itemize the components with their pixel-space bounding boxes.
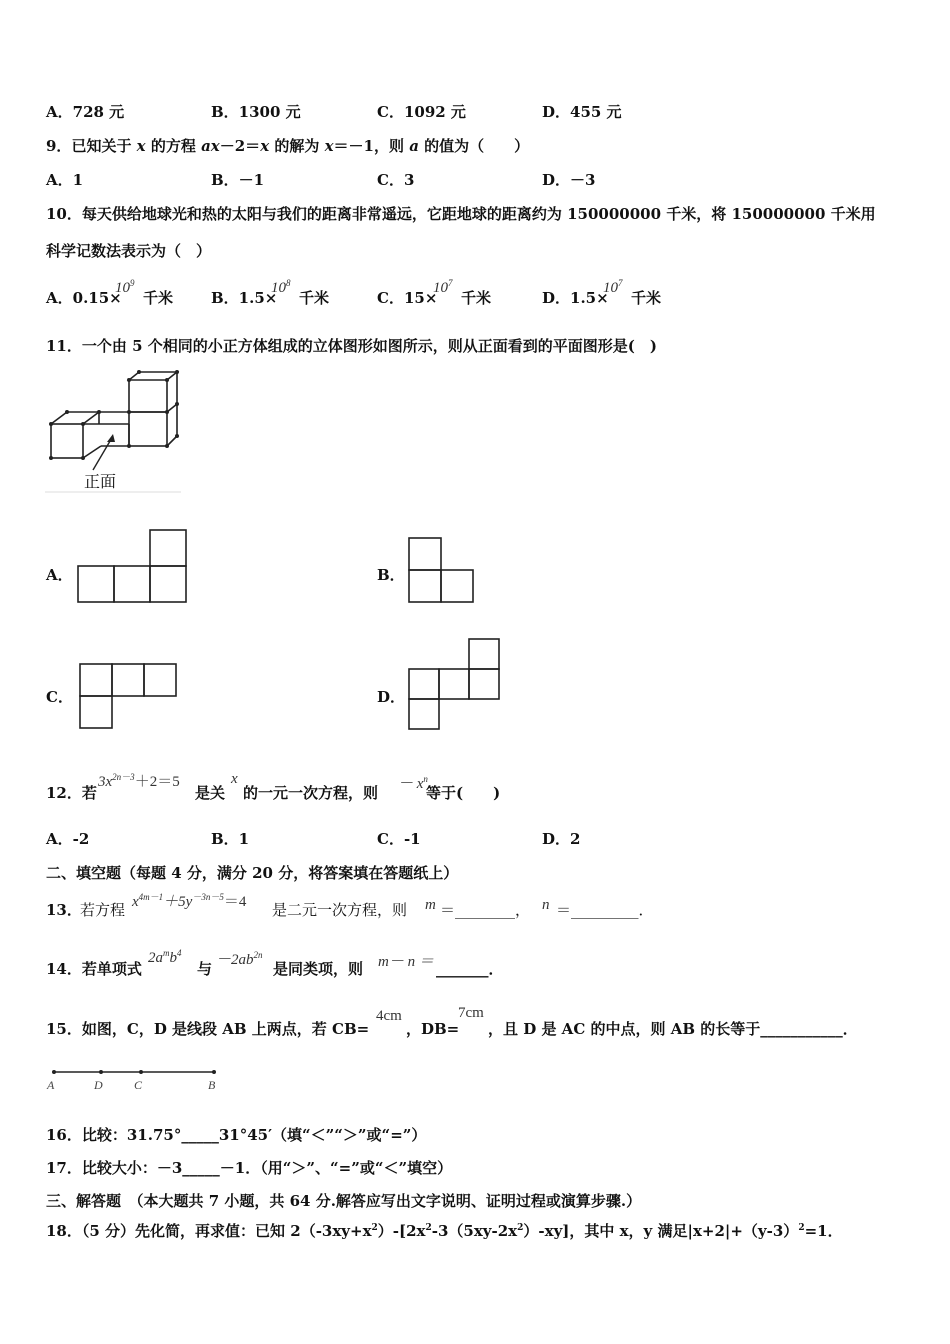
q9-eq-mid: －2＝ [219, 137, 261, 155]
q10-option-b-unit: 千米 [299, 289, 330, 307]
q15-mid: ，DB= [406, 1020, 460, 1038]
section2-title: 二、填空题（每题 4 分，满分 20 分，将答案填在答题纸上） [46, 864, 459, 882]
q14-mono1-a: 2a [148, 950, 163, 966]
q13-blank-m[interactable]: ＝________， [440, 901, 531, 919]
q14-blank[interactable]: _______． [436, 960, 504, 978]
q14-and: 与 [197, 960, 213, 978]
q8-option-a: A．728 元 [46, 103, 125, 121]
q14-suffix: 是同类项，则 [273, 960, 364, 978]
q10-option-b-power [271, 278, 291, 297]
q10-option-d-unit: 千米 [631, 289, 662, 307]
q12-eq-rest: ＋2＝5 [134, 774, 180, 790]
q10-option-c-power [433, 278, 453, 297]
q16-question: 16．比较：31.75°_____31°45′（填“＜”“＞”或“=”） [46, 1126, 427, 1144]
q15-point-d [99, 1070, 103, 1074]
q9-question [46, 136, 529, 156]
q12-suffix: 等于( ) [426, 784, 501, 802]
q18-square-2: 2 [425, 1223, 432, 1233]
q8-option-c: C．1092 元 [377, 103, 466, 121]
q11-arrow-head [107, 434, 115, 442]
q10-option-a-base: 10 [115, 280, 130, 296]
q12-neg: － x [398, 776, 424, 792]
q14-mono2-base: －2ab [216, 952, 254, 968]
q13-prefix: 若方程 [80, 901, 126, 919]
q10-option-d-exp: 7 [618, 278, 623, 288]
q10-option-b-exp: 8 [286, 278, 291, 288]
q15-point-b [212, 1070, 216, 1074]
q18-text-d: ）-xy]，其中 x，y 满足|x+2|+（y-3） [523, 1222, 799, 1240]
q14-monomial-1 [148, 948, 182, 967]
q15-segment-figure [44, 1064, 224, 1094]
q15-label-d: D [94, 1078, 103, 1092]
q11-cube-lines [51, 372, 177, 458]
q10-option-b-base: 10 [271, 280, 286, 296]
q14-prefix: 14．若单项式 [46, 960, 142, 978]
q11-option-b-figure [405, 536, 479, 606]
q14-monomial-2 [216, 948, 263, 969]
q12-option-d: D．2 [542, 830, 581, 848]
q14-mono2-exp: 2n [253, 950, 263, 960]
q10-option-d-base: 10 [603, 280, 618, 296]
q15-point-a [52, 1070, 56, 1074]
q9-option-a: A．1 [46, 171, 84, 189]
q17-question: 17．比较大小：－3_____－1．（用“＞”、“=”或“＜”填空） [46, 1159, 453, 1177]
q10-option-c-unit: 千米 [461, 289, 492, 307]
q9-text-4: ＝－1，则 [333, 137, 410, 155]
q11-option-c: C． [46, 688, 73, 706]
q9-text-2: 的方程 [145, 137, 202, 155]
q10-option-c-base: 10 [433, 280, 448, 296]
q13-number: 13． [46, 901, 82, 919]
q15-suffix: ，且 D 是 AC 的中点，则 AB 的长等于___________． [488, 1020, 858, 1038]
q8-option-d: D．455 元 [542, 103, 622, 121]
q10-option-b-label: B．1.5× [211, 289, 278, 307]
q12-prefix: 12．若 [46, 784, 97, 802]
q10-option-a-unit: 千米 [143, 289, 174, 307]
q15-label-a: A [47, 1078, 55, 1092]
q15-prefix: 15．如图，C，D 是线段 AB 上两点，若 CB= [46, 1020, 370, 1038]
q9-text-5: 的值为（ ） [418, 137, 530, 155]
q12-var-x: x [231, 771, 238, 787]
q13-var-n: n [542, 897, 550, 913]
q10-option-d-power [603, 278, 623, 297]
q11-option-a-figure [76, 528, 190, 604]
q13-blank-n[interactable]: ＝_________． [556, 901, 654, 919]
q15-point-c [139, 1070, 143, 1074]
q13-equation [132, 890, 246, 911]
q9-var-a: a [409, 137, 419, 155]
q9-option-b: B．－1 [211, 171, 265, 189]
q12-neg-exp: n [423, 774, 428, 784]
q9-text-3: 的解为 [269, 137, 325, 155]
q13-term1: x [132, 894, 139, 910]
q13-var-m: m [425, 897, 436, 913]
q9-eq-x: x [260, 137, 270, 155]
q9-eq-ax: ax [201, 137, 220, 155]
q11-option-d: D． [377, 688, 406, 706]
q12-mid2: 的一元一次方程，则 [243, 784, 379, 802]
q13-term1-exp: 4m－1 [138, 892, 164, 902]
q13-term3: ＝4 [223, 894, 247, 910]
q13-term2-exp: －3n－5 [192, 892, 224, 902]
q14-mono1-a-exp: m [163, 948, 170, 958]
q12-eq-coef: 3x [98, 774, 113, 790]
q11-option-b: B． [377, 566, 405, 584]
q13-mid: 是二元一次方程，则 [272, 901, 408, 919]
q15-cb-value: 4cm [376, 1008, 402, 1024]
q10-option-a-power [115, 278, 135, 297]
q9-option-d: D．－3 [542, 171, 596, 189]
q15-label-b: B [208, 1078, 216, 1092]
q14-mono1-b-exp: 4 [177, 948, 182, 958]
q18-square-4: 2 [798, 1223, 805, 1233]
q10-option-a-label: A．0.15× [46, 289, 122, 307]
q9-number: 9． [46, 137, 72, 155]
q10-line2: 科学记数法表示为（ ） [46, 242, 212, 260]
q10-option-a-exp: 9 [130, 278, 135, 288]
q8-option-b: B．1300 元 [211, 103, 301, 121]
q10-option-c-exp: 7 [448, 278, 453, 288]
q9-sol-x: x [324, 137, 334, 155]
q13-term2: ＋5y [163, 894, 193, 910]
q11-option-c-figure [76, 660, 180, 732]
q12-neg-power [398, 772, 428, 793]
q12-option-c: C．-1 [377, 830, 421, 848]
q11-option-a: A． [46, 566, 73, 584]
q18-square-3: 2 [517, 1223, 524, 1233]
q18-text-b: ）-[2x [377, 1222, 426, 1240]
q9-var-x: x [136, 137, 146, 155]
q18-text-a: 18．（5 分）先化简，再求值：已知 2（-3xy+x [46, 1222, 372, 1240]
q10-option-d-label: D．1.5× [542, 289, 609, 307]
q11-front-label: 正面 [84, 472, 117, 491]
q18-question [46, 1218, 843, 1241]
q10-option-c-label: C．15× [377, 289, 438, 307]
q18-square-1: 2 [371, 1223, 378, 1233]
q14-mono1-b: b [169, 950, 177, 966]
q12-option-b: B．1 [211, 830, 250, 848]
q15-label-c: C [134, 1078, 143, 1092]
q14-expression: m－ n ＝ [378, 954, 434, 970]
q10-line1: 10．每天供给地球光和热的太阳与我们的距离非常遥远，它距地球的距离约为 150000000 千米，将 150000000 千米用 [46, 205, 876, 223]
q18-text-c: -3（5xy-2x [431, 1222, 518, 1240]
q12-mid: 是关 [195, 784, 226, 802]
q9-text-1: 已知关于 [71, 137, 137, 155]
q18-text-e: =1． [804, 1222, 843, 1240]
q9-option-c: C．3 [377, 171, 415, 189]
section3-title: 三、解答题 （本大题共 7 小题，共 64 分.解答应写出文字说明、证明过程或演算步骤.） [46, 1192, 642, 1210]
q11-option-d-figure [405, 635, 505, 733]
q11-question: 11．一个由 5 个相同的小正方体组成的立体图形如图所示，则从正面看到的平面图形是( ) [46, 337, 657, 355]
q15-db-value: 7cm [458, 1005, 484, 1021]
q12-equation [98, 770, 180, 791]
q12-option-a: A．-2 [46, 830, 90, 848]
q12-eq-exp: 2n－3 [112, 772, 135, 782]
